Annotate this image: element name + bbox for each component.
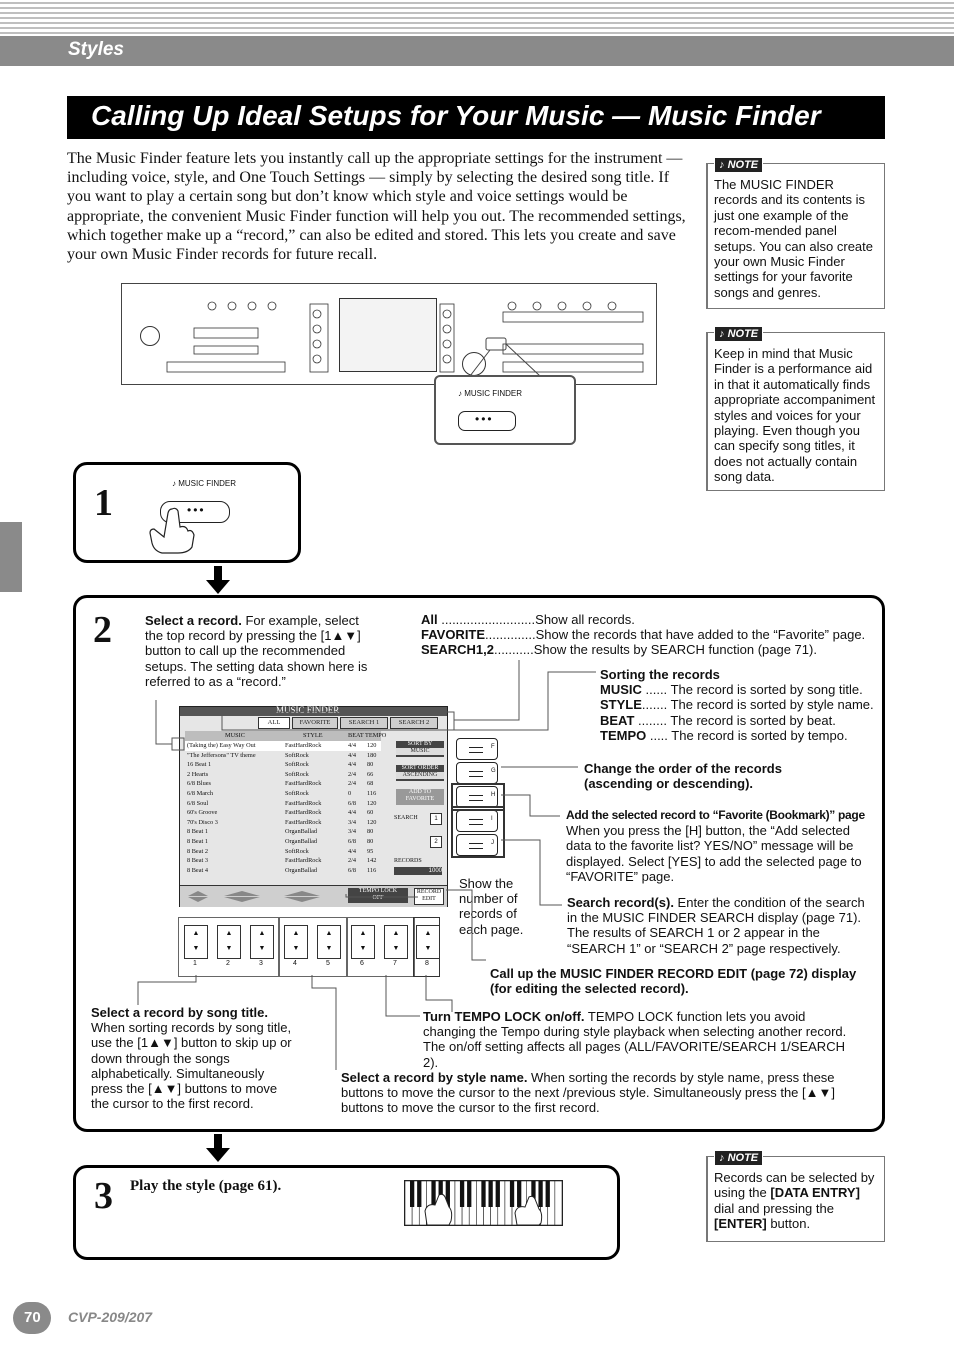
table-cell: 116: [367, 866, 377, 874]
table-cell: FastHardRock: [285, 857, 322, 865]
table-cell: SoftRock: [285, 751, 309, 759]
table-cell: 70's Disco 3: [187, 818, 218, 826]
music-finder-button[interactable]: •••: [458, 411, 516, 431]
table-cell: 6/8 Soul: [187, 799, 209, 807]
callout-lines: [0, 590, 954, 1120]
table-cell: 16 Beat 1: [187, 761, 212, 769]
table-cell: 4/4: [348, 751, 357, 759]
button-6[interactable]: ▲ ▼: [351, 925, 375, 959]
records-count: 1000: [394, 867, 442, 875]
table-cell: FastHardRock: [285, 818, 322, 826]
song-title-text: Select a record by song title. When sorting records by song title, use the [1▲▼] button to skip up or down through the songs alphabetically. Simultaneously press the [▲▼] buttons to move the cursor to the first record.: [91, 1005, 292, 1112]
music-finder-label: ♪ MUSIC FINDER: [458, 389, 523, 398]
table-cell: 2/4: [348, 780, 357, 788]
table-cell: 6/8: [348, 838, 357, 845]
table-cell: 3/4: [348, 828, 357, 836]
button-number: 8: [425, 960, 429, 967]
table-cell: (Taking the) Easy Way Out: [187, 742, 256, 749]
add-favorite-text: Add the selected record to “Favorite (Bookmark)” page When you press the [H] button, the “Add selected data to the favorite list? YES/NO” message will be displayed. Select [YES] to add the selected page to “FAVORITE” page.: [566, 808, 865, 884]
keyboard-with-hands-icon: [404, 1180, 563, 1226]
music-finder-zoom: [434, 375, 576, 445]
table-cell: 60's Groove: [187, 809, 218, 817]
table-cell: 120: [367, 742, 377, 749]
table-cell: FastHardRock: [285, 742, 322, 749]
table-cell: FastHardRock: [285, 809, 322, 817]
table-cell: 2 Hearts: [187, 770, 209, 778]
table-cell: 120: [367, 799, 377, 807]
table-cell: 6/8 Blues: [187, 780, 211, 788]
table-cell: 116: [367, 790, 377, 797]
table-cell: 80: [367, 828, 374, 836]
table-cell: 4/4: [348, 847, 357, 855]
table-cell: SoftRock: [285, 761, 309, 769]
music-finder-label: ♪ MUSIC FINDER: [172, 479, 237, 488]
button-letter: G: [491, 768, 496, 774]
table-cell: 8 Beat 1: [187, 828, 208, 836]
page-number: 70: [24, 1309, 41, 1326]
button-letter: F: [491, 744, 495, 750]
sorting-description: Sorting the records MUSIC ...... The record is sorted by song title. STYLE....... The record is sorted by style name. BEAT ........ The record is sorted by beat. TEMPO ..... The record is sorted by tempo.: [600, 667, 874, 743]
select-record-text: Select a record. For example, select the top record by pressing the [1▲▼] button to call up the recommended setups. The setting data shown here is referred to as a “record.”: [145, 613, 368, 689]
table-cell: 8 Beat 4: [187, 866, 208, 874]
note-text: The MUSIC FINDER records and its contents is just one example of the recom-mended panel setups. You can also create your own Music Finder settings for your favorite songs and genres.: [714, 177, 874, 300]
table-cell: 60: [367, 809, 374, 817]
table-cell: 68: [367, 780, 374, 788]
sort-by-button[interactable]: SORT BY MUSIC: [396, 741, 444, 757]
note-tag: ♪ NOTE: [714, 157, 763, 173]
button-8[interactable]: ▲ ▼: [416, 925, 440, 959]
tab-all[interactable]: ALL: [258, 717, 290, 729]
table-cell: "The Jeffersons" TV theme: [187, 751, 256, 759]
table-cell: 80: [367, 761, 374, 769]
table-cell: 4/4: [348, 742, 357, 749]
table-cell: 4/4: [348, 761, 357, 769]
table-cell: 2/4: [348, 770, 357, 778]
step-number: 1: [94, 482, 113, 524]
button-number: 1: [193, 960, 197, 967]
step-number: 3: [94, 1175, 113, 1217]
button-2[interactable]: ▲ ▼: [217, 925, 241, 959]
table-cell: OrganBallad: [285, 866, 318, 874]
table-cell: 6/8: [348, 866, 357, 874]
model-name: CVP-209/207: [68, 1309, 153, 1325]
button-number: 5: [326, 960, 330, 967]
add-to-favorite-button[interactable]: ADD TO FAVORITE: [396, 789, 444, 805]
search-text: Search record(s). Enter the condition of the search in the MUSIC FINDER SEARCH display (page 71). The results of SEARCH 1 or 2 appear in the “SEARCH 1” or “SEARCH 2” page respectively.: [567, 895, 865, 956]
table-cell: 66: [367, 770, 374, 778]
step-3-text: Play the style (page 61).: [130, 1178, 282, 1194]
note-tag: ♪ NOTE: [714, 326, 763, 342]
button-letter: I: [491, 816, 493, 822]
search-2-button[interactable]: 2: [430, 836, 442, 848]
style-name-text: Select a record by style name. When sorting the records by style name, press these buttons to move the cursor to the next /previous style. Simultaneously press the [▲▼] buttons to move the cursor to the first record.: [341, 1070, 835, 1116]
button-3[interactable]: ▲ ▼: [250, 925, 274, 959]
record-edit-button[interactable]: RECORD EDIT: [414, 888, 444, 905]
table-cell: 8 Beat 3: [187, 857, 208, 865]
table-cell: OrganBallad: [285, 828, 318, 836]
arrow-down-icon: [206, 1134, 230, 1162]
screen-title: MUSIC FINDER: [276, 705, 340, 715]
music-finder-button[interactable]: •••: [160, 501, 230, 523]
button-letter: J: [491, 840, 494, 846]
button-4[interactable]: ▲ ▼: [284, 925, 308, 959]
table-cell: 120: [367, 818, 377, 826]
step-1-box: [73, 462, 301, 563]
note-box-3: [706, 1152, 885, 1242]
button-number: 4: [293, 960, 297, 967]
tab-search-1[interactable]: SEARCH 1: [340, 717, 388, 729]
button-number: 2: [226, 960, 230, 967]
table-cell: 6/8 March: [187, 790, 214, 797]
change-order-text: Change the order of the records (ascending or descending).: [584, 761, 782, 792]
table-cell: 8 Beat 2: [187, 847, 208, 855]
tabs-description: All ..........................Show all records. FAVORITE..............Show the records that have added to the “Favorite” page. SEARCH1,2...........Show the results by SEARCH function (page 71).: [421, 612, 866, 658]
search-1-button[interactable]: 1: [430, 813, 442, 825]
tab-search-2[interactable]: SEARCH 2: [390, 717, 438, 729]
button-number: 6: [360, 960, 364, 967]
records-label: RECORDS: [394, 858, 422, 864]
button-5[interactable]: ▲ ▼: [317, 925, 341, 959]
table-cell: 95: [367, 847, 374, 855]
sort-order-button[interactable]: SORT ORDER ASCENDING: [396, 765, 444, 781]
table-cell: SoftRock: [285, 790, 309, 797]
tab-favorite[interactable]: FAVORITE: [292, 717, 338, 729]
section-title: Styles: [68, 39, 124, 60]
table-cell: OrganBallad: [285, 838, 318, 845]
table-cell: 4/4: [348, 809, 357, 817]
tempo-lock-text: Turn TEMPO LOCK on/off. TEMPO LOCK function lets you avoid changing the Tempo during style playback when selecting another record. The on/off setting affects all pages (ALL/FAVORITE/SEARCH 1/SEARCH 2).: [423, 1009, 847, 1070]
note-tag: ♪ NOTE: [714, 1150, 763, 1166]
button-number: 3: [259, 960, 263, 967]
table-cell: 0: [348, 790, 352, 797]
search-label: SEARCH: [394, 815, 418, 821]
button-number: 7: [393, 960, 397, 967]
table-cell: 8 Beat 1: [187, 838, 208, 845]
show-number-text: Show the number of records of each page.: [459, 876, 524, 937]
button-letter: H: [491, 792, 496, 798]
table-cell: 3/4: [348, 818, 357, 826]
table-cell: 142: [367, 857, 377, 865]
intro-paragraph: The Music Finder feature lets you instantly call up the appropriate settings for the instrument — including voice, style, and One Touch Settings — simply by selecting the desired song title. If you want to play a certain song but don’t know which style and voice settings would be appropriate, the convenient Music Finder function will help you out. The recommended settings, which together make up a “record,” can also be edited and stored. This lets you create and save your own Music Finder records for future recall.: [67, 150, 686, 264]
table-header: MUSIC STYLE BEAT TEMPO: [185, 731, 381, 741]
table-cell: 80: [367, 838, 374, 845]
record-edit-text: Call up the MUSIC FINDER RECORD EDIT (page 72) display (for editing the selected record).: [490, 966, 857, 997]
chapter-tab: [0, 522, 22, 592]
table-cell: 2/4: [348, 857, 357, 865]
table-cell: 180: [367, 751, 377, 759]
table-cell: SoftRock: [285, 847, 309, 855]
button-1[interactable]: ▲ ▼: [184, 925, 208, 959]
table-cell: SoftRock: [285, 770, 309, 778]
step-number: 2: [93, 609, 112, 651]
table-cell: FastHardRock: [285, 780, 322, 788]
button-7[interactable]: ▲ ▼: [384, 925, 408, 959]
tempo-lock-button[interactable]: TEMPO LOCK OFF: [348, 888, 408, 903]
table-cell: FastHardRock: [285, 799, 322, 807]
pressing-finger-icon: [142, 505, 202, 555]
note-text: Records can be selected by using the [DATA ENTRY] dial and pressing the [ENTER] button.: [714, 1170, 875, 1232]
note-text: Keep in mind that Music Finder is a performance aid in that it automatically finds appropriate accompaniment styles and voices for your playing. Even though you can specify song titles, it does not actually contain song data.: [714, 346, 876, 485]
page-title: Calling Up Ideal Setups for Your Music — Music Finder: [91, 100, 821, 131]
table-cell: 6/8: [348, 799, 357, 807]
